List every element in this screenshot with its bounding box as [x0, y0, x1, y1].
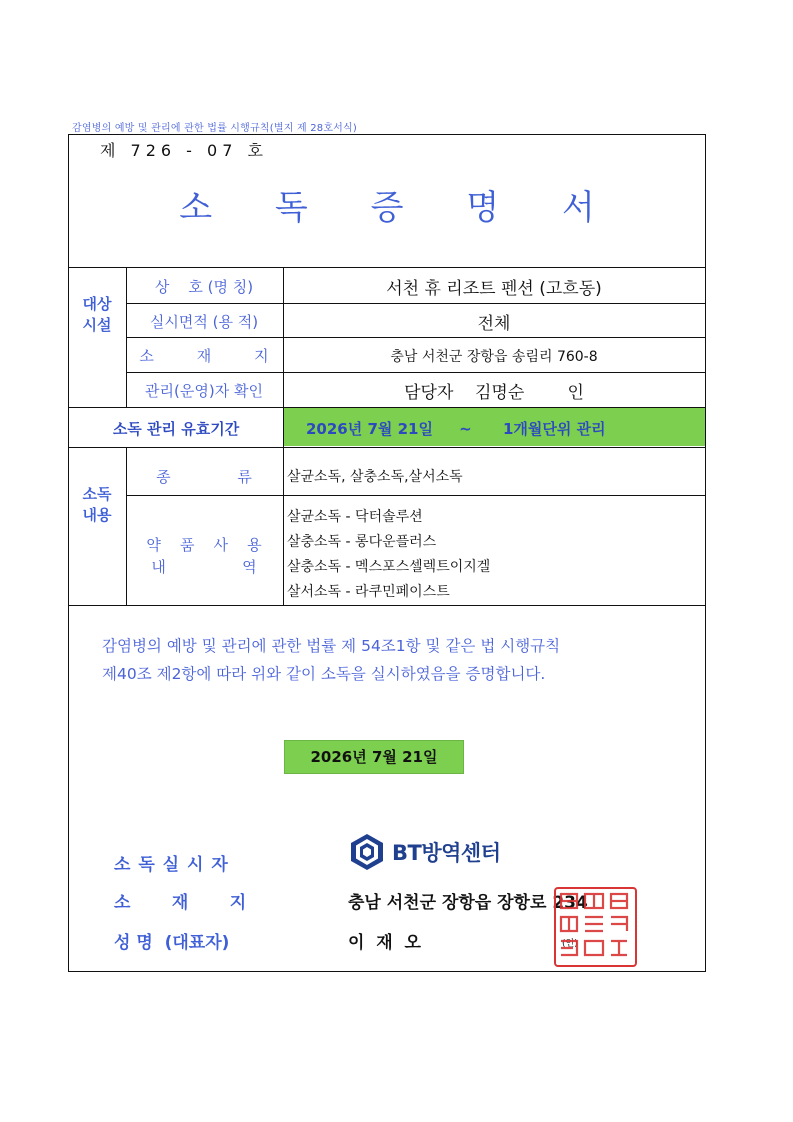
divider: [127, 303, 705, 304]
certification-statement: [102, 632, 560, 688]
disinfection-section-label: 소독내용: [82, 485, 112, 524]
manager-value: 담당자 김명순 인: [404, 383, 584, 403]
type-label: 종 류: [156, 468, 252, 486]
area-label: 실시면적 (용 적): [149, 313, 259, 331]
seal-glyphs-icon: [556, 889, 634, 964]
chemical-item: 살충소독 - 멕스포스셀렉트이지겔: [287, 559, 491, 575]
chemicals-label-line1: 약 품 사 용: [146, 536, 262, 554]
divider: [69, 605, 705, 606]
document-number: 제 726 - 07 호: [100, 141, 268, 160]
form-reference: 감염병의 예방 및 관리에 관한 법률 시행규칙(별지 제 28호서식): [72, 123, 357, 134]
area-value: 전체: [477, 314, 511, 334]
performer-label: 소 독 실 시 자: [114, 855, 229, 875]
facility-section-label: 대상시설: [82, 295, 112, 334]
address-label: 소 재 지: [139, 347, 269, 365]
representative-label: 성 명 (대표자): [114, 933, 230, 953]
divider: [69, 447, 705, 448]
chemical-item: 살균소독 - 닥터솔루션: [287, 509, 423, 525]
statement-line: 제40조 제2항에 따라 위와 같이 소독을 실시하였음을 증명합니다.: [102, 665, 546, 683]
divider: [126, 447, 127, 605]
chemical-item: 살서소독 - 라쿠민페이스트: [287, 584, 450, 600]
divider: [127, 372, 705, 373]
chemicals-label-line2: 내 역: [151, 558, 257, 576]
issue-date: 2026년 7월 21일: [284, 740, 464, 774]
chemical-item: 살충소독 - 롱다운플러스: [287, 534, 437, 550]
divider: [127, 495, 705, 496]
representative-name: 이 재 오: [348, 933, 421, 953]
divider: [283, 447, 284, 605]
divider: [126, 267, 127, 407]
type-value: 살균소독, 살충소독,살서소독: [287, 469, 463, 485]
company-seal-stamp: [554, 887, 637, 967]
page-title: 소 독 증 명 서: [179, 188, 621, 228]
brand-name: BT방역센터: [392, 841, 501, 865]
divider: [127, 337, 705, 338]
business-name-label: 상 호 (명 칭): [154, 278, 254, 296]
performer-address-label: 소 재 지: [114, 893, 247, 913]
performer-address-value: 충남 서천군 장항읍 장항로 234: [348, 893, 588, 913]
statement-line: 감염병의 예방 및 관리에 관한 법률 제 54조1항 및 같은 법 시행규칙: [102, 637, 561, 655]
shield-logo-icon: [348, 832, 386, 872]
performer-brand: [348, 832, 500, 872]
divider: [69, 267, 705, 268]
validity-label: 소독 관리 유효기간: [112, 420, 240, 438]
seal-mark: (인): [562, 939, 578, 949]
business-name-value: 서천 휴 리조트 펜션 (고흐동): [386, 279, 602, 299]
address-value: 충남 서천군 장항읍 송림리 760-8: [390, 349, 598, 365]
manager-label: 관리(운영)자 확인: [145, 382, 263, 400]
validity-value: 2026년 7월 21일 ~ 1개월단위 관리: [306, 420, 606, 438]
